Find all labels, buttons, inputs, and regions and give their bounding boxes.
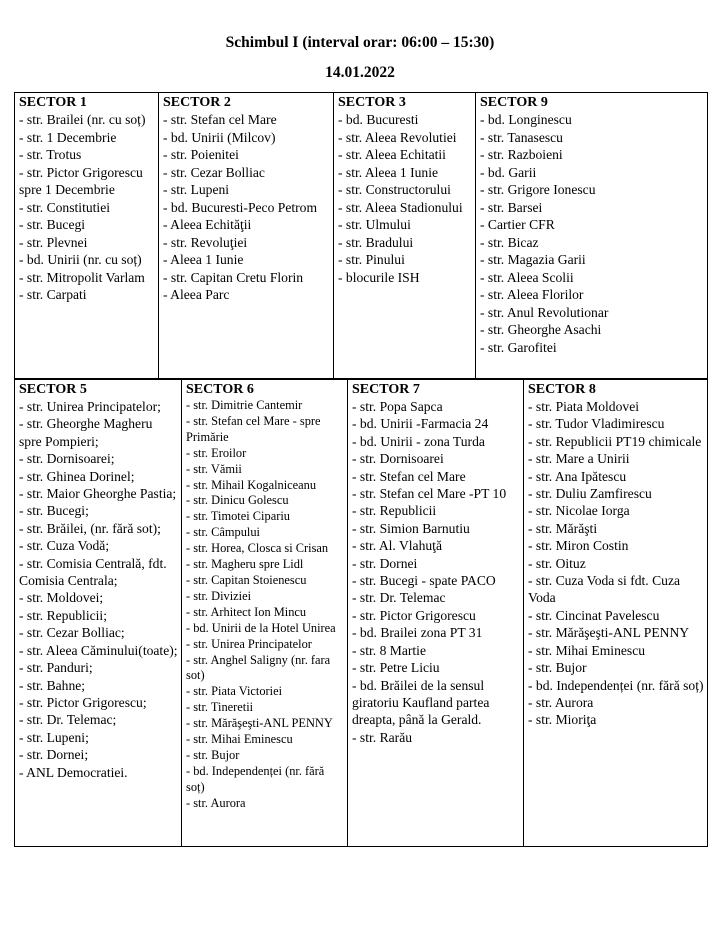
street-item: - str. Lupeni (163, 182, 230, 197)
street-item: - str. Aleea Echitatii (338, 147, 446, 162)
street-item: - str. Capitan Cretu Florin (163, 269, 304, 285)
street-item: - str. Ghinea Dorinel; (19, 468, 135, 484)
street-item: - str. Pinului (338, 252, 405, 267)
street-item: - str. Tanasescu (480, 129, 563, 145)
street-item: - Aleea Parc (163, 287, 230, 302)
street-item: - str. 8 Martie (352, 642, 426, 658)
street-item: - str. Mihail Kogalniceanu (186, 477, 317, 492)
street-item: - str. Tudor Vladimirescu (528, 416, 665, 432)
sector-heading: SECTOR 6 (186, 382, 254, 397)
street-item: - str. Anghel Saligny (nr. fara sot) (186, 652, 331, 683)
street-item: - str. Cincinat Pavelescu (528, 607, 660, 623)
sector-cell (348, 380, 524, 847)
sectors-table-top (14, 92, 708, 379)
street-item: - str. Unirea Principatelor (186, 636, 312, 651)
street-item: - str. Bucegi (19, 217, 86, 232)
street-item: - str. Eroilor (186, 445, 247, 460)
street-item: - str. Panduri; (19, 660, 93, 676)
street-item: - str. Poienitei (163, 147, 239, 162)
street-item: - str. Câmpului (186, 525, 260, 540)
street-item: - str. Aleea Căminului(toate); (19, 642, 178, 658)
sector-cell (182, 380, 348, 847)
street-item: - str. Cezar Bolliac (163, 164, 265, 180)
street-item: - str. Rarău (352, 729, 413, 745)
street-item: - str. Dornisoarei; (19, 451, 115, 467)
street-item: - str. Republicii PT19 chimicale (528, 433, 702, 449)
street-item: - str. Maior Gheorghe Pastia; (19, 486, 177, 502)
street-item: - str. Oituz (528, 555, 586, 571)
schedule-title: Schimbul I (interval orar: 06:00 – 15:30) (225, 34, 495, 51)
street-item: - str. Aleea Revolutiei (338, 129, 457, 145)
street-item: - str. Stefan cel Mare -PT 10 (352, 486, 507, 502)
street-item: - Aleea Echităţii (163, 217, 252, 232)
street-item: - str. Aleea Florilor (480, 287, 584, 302)
sector-heading: SECTOR 3 (338, 95, 406, 110)
sector-heading: SECTOR 7 (352, 382, 420, 397)
street-item: - str. Lupeni; (19, 729, 89, 745)
street-item: - bd. Bucuresti (338, 112, 419, 127)
street-item: - str. Ana Ipătescu (528, 468, 627, 484)
street-item: - str. Dr. Telemac (352, 590, 446, 606)
table-row (15, 380, 708, 847)
street-item: - str. Magazia Garii (480, 252, 586, 267)
sector-heading: SECTOR 2 (163, 95, 231, 110)
sectors-table-bottom (14, 379, 708, 847)
street-item: - str. Dornei; (19, 747, 89, 763)
street-item: - str. Duliu Zamfirescu (528, 486, 652, 502)
street-item: - bd. Longinescu (480, 112, 572, 127)
street-item: - str. Popa Sapca (352, 399, 443, 414)
street-item: - str. Bucegi; (19, 503, 89, 519)
street-item: - str. Vămii (186, 461, 242, 476)
street-item: - str. Mihai Eminescu (528, 642, 646, 658)
street-list (480, 111, 704, 356)
street-list (352, 398, 520, 746)
street-item: - bd. Garii (480, 164, 537, 180)
street-item: - str. Bradului (338, 234, 414, 250)
street-item: - str. Republicii; (19, 607, 107, 623)
street-item: - str. Aleea 1 Iunie (338, 164, 439, 180)
sector-cell (15, 380, 182, 847)
street-item: - str. Unirea Principatelor; (19, 399, 161, 414)
street-item: - str. Bicaz (480, 234, 539, 250)
street-item: - bd. Unirii - zona Turda (352, 433, 485, 449)
sector-heading: SECTOR 9 (480, 95, 548, 110)
street-item: - str. Gheorghe Magheru spre Pompieri; (19, 416, 153, 449)
street-item: - str. Mioriţa (528, 712, 597, 728)
street-item: - str. Constitutiei (19, 199, 111, 215)
street-item: - str. Aurora (186, 795, 246, 810)
street-item: - str. Dornei (352, 555, 418, 571)
street-item: - str. Pictor Grigorescu; (19, 694, 147, 710)
street-item: - str. Arhitect Ion Mincu (186, 604, 307, 619)
street-item: - str. Dr. Telemac; (19, 712, 117, 728)
street-item: - str. Comisia Centrală, fdt. Comisia Centrala; (19, 555, 167, 589)
street-item: - str. Dinicu Golescu (186, 493, 289, 508)
street-item: - str. Republicii (352, 503, 437, 519)
street-item: - str. Cuza Vodă; (19, 538, 110, 554)
street-list (163, 111, 330, 304)
table-row (15, 93, 708, 379)
street-item: - str. Nicolae Iorga (528, 503, 630, 519)
street-item: - bd. Unirii -Farmacia 24 (352, 416, 489, 432)
street-item: - bd. Unirii (nr. cu soț) (19, 252, 142, 267)
street-item: - str. Diviziei (186, 588, 252, 603)
sector-cell (476, 93, 708, 379)
street-item: - str. Capitan Stoienescu (186, 572, 307, 587)
street-item: - str. Grigore Ionescu (480, 182, 596, 197)
street-item: - str. Mare a Unirii (528, 451, 630, 467)
street-list (338, 111, 472, 286)
street-item: - str. Tineretii (186, 700, 254, 715)
sector-cell (15, 93, 159, 379)
sector-cell (524, 380, 708, 847)
street-item: - Cartier CFR (480, 217, 555, 232)
sector-heading: SECTOR 8 (528, 382, 596, 397)
street-item: - str. Brăilei, (nr. fără sot); (19, 520, 161, 536)
sector-cell (334, 93, 476, 379)
street-item: - str. Piata Victoriei (186, 684, 283, 699)
street-item: - Aleea 1 Iunie (163, 252, 244, 267)
street-item: - str. Cezar Bolliac; (19, 625, 125, 641)
street-item: - str. Stefan cel Mare - spre Primărie (186, 413, 321, 444)
sector-cell (159, 93, 334, 379)
street-item: - str. 1 Decembrie (19, 129, 117, 145)
street-item: - str. Mărăşti (528, 520, 598, 536)
street-item: - str. Bucegi - spate PACO (352, 573, 496, 589)
schedule-date: 14.01.2022 (325, 64, 395, 81)
street-item: - str. Magheru spre Lidl (186, 557, 304, 572)
street-item: - bd. Independenței (nr. fără soț) (186, 763, 325, 794)
street-item: - str. Aleea Scolii (480, 269, 574, 285)
street-item: - str. Simion Barnutiu (352, 520, 470, 536)
street-item: - str. Gheorghe Asachi (480, 322, 602, 337)
street-item: - str. Brailei (nr. cu soț) (19, 112, 146, 127)
street-item: - str. Razboieni (480, 147, 563, 162)
street-item: - str. Al. Vlahuţă (352, 538, 442, 554)
street-item: - str. Garofitei (480, 339, 557, 355)
street-item: - bd. Brăilei de la sensul giratoriu Kaufland partea dreapta, până la Gerald. (352, 677, 490, 728)
street-item: - bd. Unirii (Milcov) (163, 129, 276, 145)
street-item: - str. Plevnei (19, 234, 88, 250)
sector-heading: SECTOR 5 (19, 382, 87, 397)
street-item: - str. Mărăşeşti-ANL PENNY (186, 716, 333, 731)
street-item: - blocurile ISH (338, 269, 420, 285)
street-item: - str. Ulmului (338, 217, 411, 232)
street-item: - str. Bujor (186, 747, 240, 762)
street-list (186, 398, 344, 812)
street-item: - bd. Unirii de la Hotel Unirea (186, 620, 336, 635)
street-item: - str. Pictor Grigorescu (352, 607, 476, 623)
street-item: - str. Mitropolit Varlam (19, 269, 145, 285)
street-item: - str. Horea, Closca si Crisan (186, 541, 329, 556)
street-list (19, 398, 178, 781)
street-item: - str. Petre Liciu (352, 660, 440, 676)
street-item: - str. Aurora (528, 694, 594, 710)
street-item: - str. Stefan cel Mare (352, 468, 466, 484)
street-list (528, 398, 704, 729)
street-item: - str. Constructorului (338, 182, 451, 197)
street-item: - ANL Democratiei. (19, 764, 128, 780)
street-item: - str. Mărăşeşti-ANL PENNY (528, 625, 690, 641)
street-item: - str. Carpati (19, 287, 87, 302)
street-item: - str. Pictor Grigorescu spre 1 Decembrie (19, 164, 143, 197)
street-item: - bd. Brailei zona PT 31 (352, 625, 483, 641)
street-item: - str. Miron Costin (528, 538, 629, 554)
street-item: - bd. Independenței (nr. fără soț) (528, 677, 704, 693)
sector-heading: SECTOR 1 (19, 95, 87, 110)
street-item: - str. Dimitrie Cantemir (186, 398, 303, 412)
street-item: - str. Moldovei; (19, 590, 104, 606)
street-item: - str. Dornisoarei (352, 451, 444, 467)
street-item: - str. Piata Moldovei (528, 399, 640, 414)
street-item: - str. Cuza Voda si fdt. Cuza Voda (528, 573, 681, 606)
street-item: - str. Aleea Stadionului (338, 199, 463, 215)
street-item: - str. Bahne; (19, 677, 86, 693)
street-item: - str. Barsei (480, 199, 543, 215)
street-list (19, 111, 155, 304)
street-item: - str. Stefan cel Mare (163, 112, 277, 127)
street-item: - str. Mihai Eminescu (186, 732, 293, 747)
street-item: - str. Anul Revolutionar (480, 304, 609, 320)
street-item: - str. Bujor (528, 660, 587, 676)
street-item: - bd. Bucuresti-Peco Petrom (163, 199, 318, 215)
street-item: - str. Timotei Cipariu (186, 509, 290, 524)
street-item: - str. Trotus (19, 147, 82, 162)
street-item: - str. Revoluţiei (163, 234, 248, 250)
